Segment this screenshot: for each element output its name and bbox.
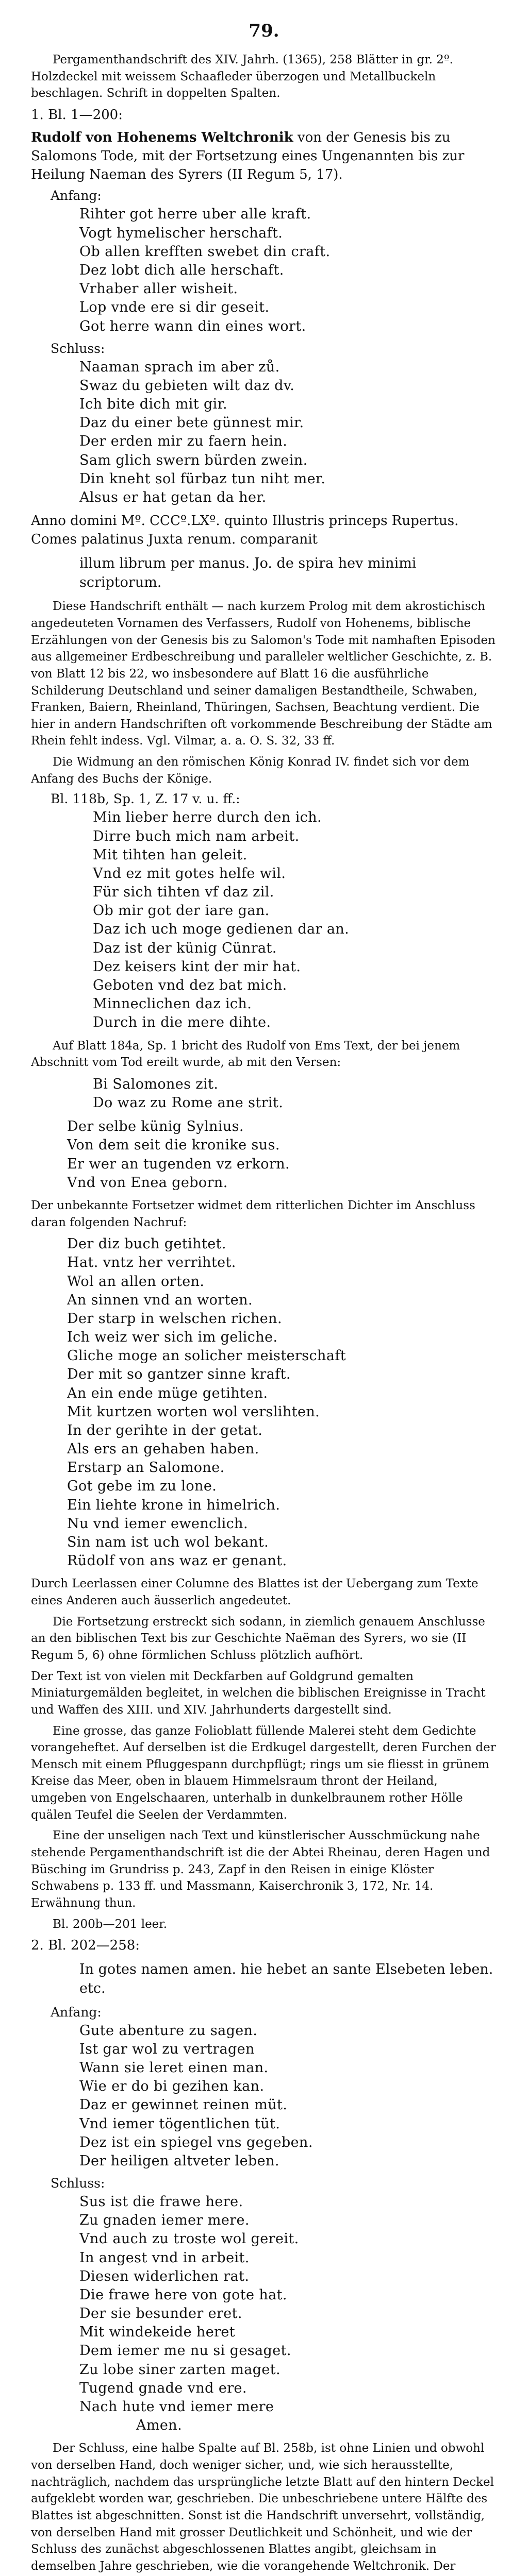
bl184-verse [93,1075,497,1112]
verse-line: Amen. [136,2417,183,2434]
verse-line: Bi Salomones zit. [93,1076,219,1092]
verse-line: Got herre wann din eines wort. [79,318,306,334]
bl202-label: 2. Bl. 202—258: [31,1938,140,1954]
verse-line: Zu gnaden iemer mere. [79,2212,250,2229]
verse-line: Hat. vntz her verrihtet. [67,1255,236,1271]
verse-line: Für sich tihten vf daz zil. [93,884,274,901]
verse-line: Zu lobe siner zarten maget. [79,2361,281,2378]
anfang2-verse [79,2022,497,2171]
verse-line: Dez keisers kint der mir hat. [93,958,301,975]
title-rest: von der Genesis bis zu Salomons Tode, mit der Fortsetzung eines Ungenannten bis zur Heilung Naeman des Syrers (II Regum 5, 17). [31,129,465,182]
verse-line: An sinnen vnd an worten. [67,1292,253,1308]
title-line [31,129,497,184]
schluss2-verse [79,2193,497,2435]
title-bold: Rudolf von Hohenems Weltchronik [31,129,293,145]
verse-line: Tugend gnade vnd ere. [79,2380,247,2396]
verse-line: Er wer an tugenden vz erkorn. [67,1156,290,1172]
verse-line: Gliche moge an solicher meisterschaft [67,1348,346,1364]
verse-line: Sam glich swern bürden zwein. [79,452,308,468]
anfang-label: Anfang: [51,188,102,204]
intro-paragraph: Pergamenthandschrift des XIV. Jahrh. (1365), 258 Blätter in gr. 2º. Holzdeckel mit weissem Schaafleder überzogen und Metallbuckeln beschlagen. Schrift in doppelten Spalten. [31,53,453,100]
verse-line: Diesen widerlichen rat. [79,2268,250,2284]
bl118-verse [93,808,497,1032]
verse-line: Ob allen krefften swebet din craft. [79,243,331,260]
verse-line: Der diz buch getihtet. [67,1236,226,1252]
verse-line: Sin nam ist uch wol bekant. [67,1534,269,1550]
verse-line: Ich bite dich mit gir. [79,396,228,413]
description-paragraph: Eine der unseligen nach Text und künstlerischer Ausschmückung nahe stehende Pergamenthandschrift ist die der Abtei Rheinau, deren Hagen und Büsching im Grundriss p. 243, Zapf in den Reisen in einige Klöster Schwabens p. 133 ff. und Massmann, Kaiserchronik 3, 172, Nr. 14. Erwähnung thun. [31,1829,490,1910]
description-paragraph: Der Text ist von vielen mit Deckfarben auf Goldgrund gemalten Miniaturgemälden begleitet, in welchen die biblischen Ereignisse in Tracht und Waffen des XIII. und XIV. Jahrhunderts dargestellt sind. [31,1669,486,1717]
schluss-label: Schluss: [51,341,105,356]
anfang-verse [79,205,497,335]
verse-line: Erstarp an Salomone. [67,1460,225,1476]
description-paragraph: Diese Handschrift enthält — nach kurzem Prolog mit dem akrostichisch angedeuteten Vornamen des Verfassers, Rudolf von Hohenems, biblische Erzählungen von der Genesis bis zu Salomon's Tode mit namhaften Episoden aus allgemeiner Erdbeschreibung und paralleler weltlicher Geschichte, z. B. von Blatt 12 bis 22, wo insbesondere auf Blatt 16 die ausführliche Schilderung Deutschland und seiner damaligen Bestandtheile, Schwaben, Franken, Baiern, Rheinland, Thüringen, Sachsen, Beachtung verdient. Die hier in andern Handschriften oft vorkommende Beschreibung der Städte am Rhein fehlt indess. Vgl. Vilmar, a. a. O. S. 32, 33 ff. [31,600,496,748]
verse-line: Do waz zu Rome ane strit. [93,1095,284,1111]
verse-line: Sus ist die frawe here. [79,2194,243,2210]
page-number: 79. [249,21,279,41]
description-paragraph: Der unbekannte Fortsetzer widmet dem ritterlichen Dichter im Anschluss daran folgenden Nachruf: [31,1198,475,1229]
schluss2-label: Schluss: [51,2176,105,2191]
description-paragraph: Durch Leerlassen einer Columne des Blattes ist der Uebergang zum Texte eines Anderen auch äusserlich angedeutet. [31,1577,478,1607]
verse-line: Daz du einer bete günnest mir. [79,415,304,431]
verse-line: Nach hute vnd iemer mere [79,2398,274,2415]
verse-line: Dem iemer me nu si gesaget. [79,2343,291,2359]
verse-line: Daz ist der künig Cünrat. [93,940,277,956]
verse-line: Minneclichen daz ich. [93,996,252,1012]
verse-line: Der erden mir zu faern hein. [79,433,288,450]
description-paragraph: Auf Blatt 184a, Sp. 1 bricht des Rudolf von Ems Text, der bei jenem Abschnitt vom Tod ereilt wurde, ab mit den Versen: [31,1039,460,1070]
der-selbe-verse [67,1117,497,1192]
verse-line: Die frawe here von gote hat. [79,2286,287,2303]
verse-line: Ich weiz wer sich im geliche. [67,1329,278,1346]
verse-line: Naaman sprach im aber zů. [79,359,280,375]
description-paragraph: Die Widmung an den römischen König Konrad IV. findet sich vor dem Anfang des Buchs der Könige. [31,755,470,786]
description-paragraph: Die Fortsetzung erstreckt sich sodann, in ziemlich genauem Anschlusse an den biblischen Text bis zur Geschichte Naëman des Syrers, wo sie (II Regum 5, 6) ohne förmlichen Schluss plötzlich aufhört. [31,1615,485,1662]
verse-line: Ob mir got der iare gan. [93,903,270,919]
verse-line: Der selbe künig Sylnius. [67,1118,244,1135]
verse-line: Alsus er hat getan da her. [79,489,267,505]
verse-line: In angest vnd in arbeit. [79,2249,250,2266]
verse-line: Vogt hymelischer herschaft. [79,225,283,241]
nachruf-verse [67,1235,497,1570]
verse-line: Mit kurtzen worten wol verslihten. [67,1403,320,1420]
verse-line: Geboten vnd dez bat mich. [93,977,287,993]
verse-line: Vrhaber aller wisheit. [79,281,238,297]
verse-line: Ein liehte krone in himelrich. [67,1497,280,1513]
section-1-label: 1. Bl. 1—200: [31,107,123,123]
description-paragraph: Eine grosse, das ganze Folioblatt füllende Malerei steht dem Gedichte vorangeheftet. Auf derselben ist die Erdkugel dargestellt, deren Furchen der Mensch mit einem Pfluggespann durchpflügt; rings um sie fliesst in grünem Kreise das Meer, oben in blauem Himmelsraum thront der Heiland, umgeben von Engelschaaren, unterhalb in dunkelbraunem rother Hölle quälen Teufel die Seelen der Verdammten. [31,1724,496,1822]
verse-line: Wann sie leret einen man. [79,2060,269,2076]
verse-line: Got gebe im zu lone. [67,1478,217,1495]
anfang2-label: Anfang: [51,2004,102,2020]
verse-line: Dez ist ein spiegel vns gegeben. [79,2134,313,2150]
verse-line: Dez lobt dich alle herschaft. [79,262,284,278]
verse-line: Min lieber herre durch den ich. [93,809,322,826]
verse-line: Rüdolf von ans waz er genant. [67,1553,287,1569]
verse-line: Dirre buch mich nam arbeit. [93,828,300,844]
verse-line: Der starp in welschen richen. [67,1310,282,1327]
bl202-heading: In gotes namen amen. hie hebet an sante Elsebeten leben. etc. [79,1961,493,1996]
verse-line: Vnd ez mit gotes helfe wil. [93,865,286,882]
verse-line: Der heiligen altveter leben. [79,2153,279,2169]
verse-line: Din kneht sol fürbaz tun niht mer. [79,470,326,487]
leer-line: Bl. 200b—201 leer. [53,1917,168,1931]
description-paragraph: Der Schluss, eine halbe Spalte auf Bl. 258b, ist ohne Linien und obwohl von derselben Hand, doch weniger sicher, und, wie sich herausstellte, nachträglich, nachdem das ursprüngliche letzte Blatt auf den hintern Deckel aufgeklebt worden war, geschrieben. Die unbeschriebene untere Hälfte des Blattes ist abgeschnitten. Sonst ist die Handschrift unversehrt, vollständig, von derselben Hand mit grosser Deutlichkeit und Schönheit, und wie der Schluss des zunächst abgeschlossenen Blattes angibt, gleichsam in demselben Jahre geschrieben, wie die vorangehende Weltchronik. Der [31,2442,494,2573]
verse-line: Mit tihten han geleit. [93,846,248,863]
verse-line: Von dem seit die kronike sus. [67,1137,280,1154]
verse-line: Wol an allen orten. [67,1273,205,1290]
verse-line: Mit windekeide heret [79,2324,236,2341]
verse-line: Vnd iemer tögentlichen tüt. [79,2115,280,2132]
verse-line: Rihter got herre uber alle kraft. [79,206,311,223]
schluss-verse [79,358,497,507]
verse-line: Lop vnde ere si dir geseit. [79,299,270,316]
bl118-label: Bl. 118b, Sp. 1, Z. 17 v. u. ff.: [51,791,240,807]
verse-line: Als ers an gehaben haben. [67,1441,259,1458]
verse-line: Daz ich uch moge gedienen dar an. [93,921,350,938]
verse-line: Nu vnd iemer ewenclich. [67,1515,248,1532]
verse-line: Durch in die mere dihte. [93,1014,271,1031]
verse-line: In der gerihte in der getat. [67,1422,263,1438]
verse-line: An ein ende müge getihten. [67,1385,268,1401]
verse-line: Daz er gewinnet reinen müt. [79,2097,288,2113]
verse-line: Wie er do bi gezihen kan. [79,2078,265,2095]
colophon-anno: Anno domini Mº. CCCº.LXº. quinto Illustris princeps Rupertus. Comes palatinus Juxta renum. comparanit [31,513,459,547]
verse-line: Vnd auch zu troste wol gereit. [79,2231,299,2247]
verse-line: Swaz du gebieten wilt daz dv. [79,377,295,394]
verse-line: Der sie besunder eret. [79,2306,242,2322]
verse-line: Der mit so gantzer sinne kraft. [67,1366,291,1383]
verse-line: Gute abenture zu sagen. [79,2022,258,2039]
verse-line: Vnd von Enea geborn. [67,1174,228,1191]
colophon-continuation: illum librum per manus. Jo. de spira hev minimi scriptorum. [79,555,417,590]
verse-line: Ist gar wol zu vertragen [79,2041,255,2057]
